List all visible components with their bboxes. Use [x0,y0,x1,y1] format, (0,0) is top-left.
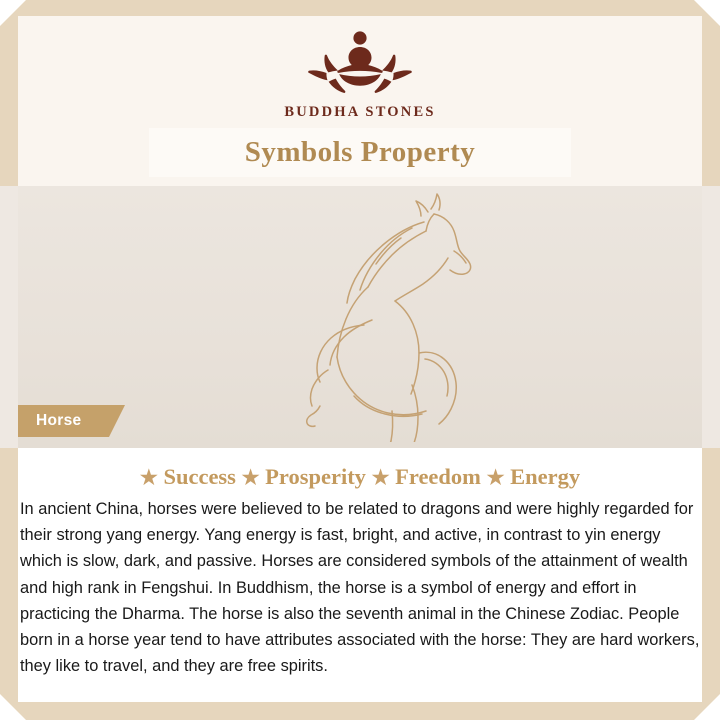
category-tab-horse[interactable] [18,405,109,437]
rearing-horse-line-art [196,192,496,442]
content-section [0,448,720,720]
keyword-success: Success [163,464,236,489]
keyword-freedom: Freedom [395,464,481,489]
page-title: Symbols Property [244,136,476,168]
keyword-list [18,464,702,490]
body-paragraph: In ancient China, horses were believed to be related to dragons and were highly regarded for their strong yang energy. Yang energy is fast, bright, and active, in contrast to yin energy which is slow, dark, and passive. Horses are considered symbols of the attainment of wealth and high rank in Fengshui. In Buddhism, the horse is a symbol of energy and effort in practicing the Dharma. The horse is also the seventh animal in the Chinese Zodiac. People born in a horse year tend to have attributes associated with the horse: They are hard workers, they like to travel, and they are free spirits. [20,500,700,676]
corner-cut-top-right [694,0,720,26]
page-title-plate [149,128,571,177]
lotus-meditation-icon [285,24,435,98]
star-icon: ★ [139,467,158,489]
corner-cut-bottom-right [694,694,720,720]
star-icon: ★ [371,467,390,489]
keyword-energy: Energy [510,464,581,489]
category-tab-label: Horse [36,412,82,429]
star-icon: ★ [486,467,505,489]
corner-cut-top-left [0,0,26,26]
keyword-prosperity: Prosperity [265,464,366,489]
corner-cut-bottom-left [0,694,26,720]
star-icon: ★ [241,467,260,489]
brand-name: BUDDHA STONES [284,104,436,120]
brand-logo [0,24,720,121]
